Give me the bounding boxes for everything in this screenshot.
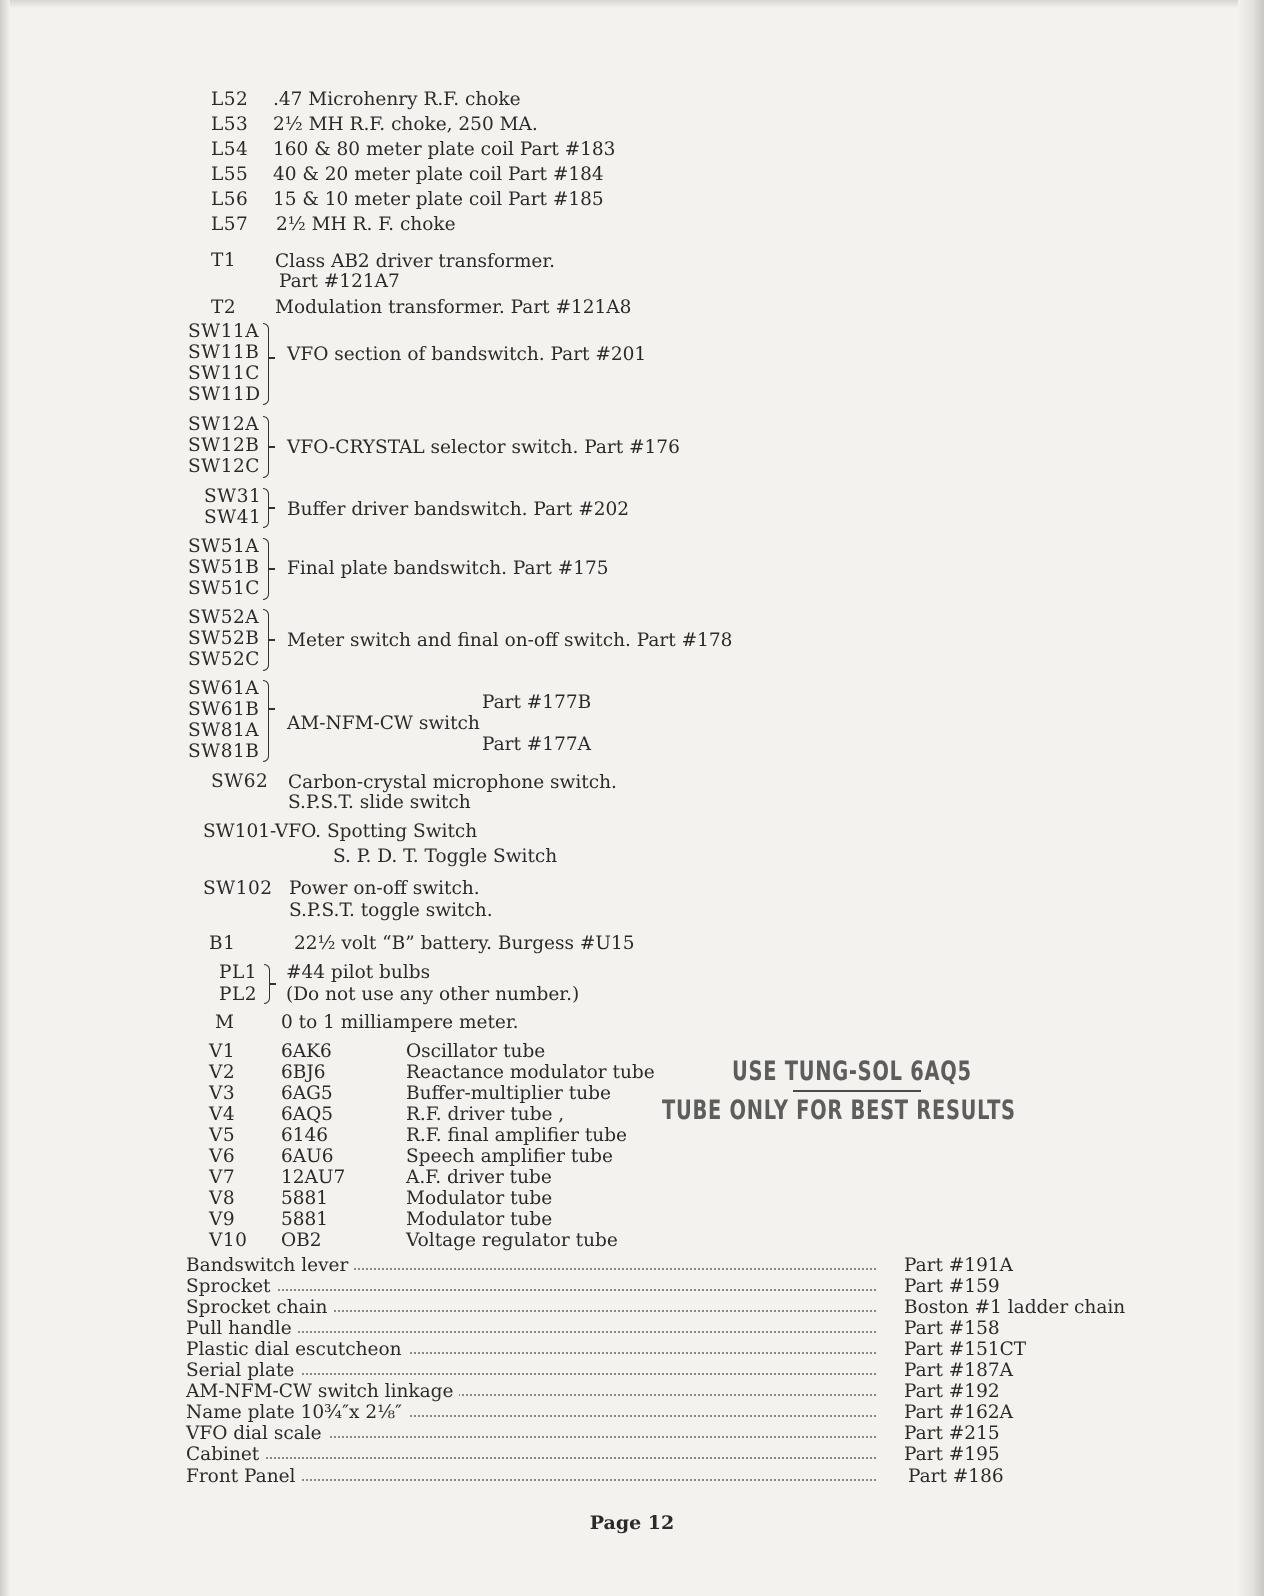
tube-type: 12AU7 [281,1167,346,1188]
switch-id: SW52A [188,607,260,628]
switch-id: SW61B [188,699,260,720]
switch-id: SW81B [188,741,260,762]
tube-id: V2 [209,1062,236,1083]
switch-id: SW11C [188,363,260,384]
switch-id: SW31 [204,486,262,507]
brace-tip [269,357,275,359]
tube-id: V5 [209,1125,236,1146]
part-row [186,1444,1186,1465]
part-name: AM-NFM-CW switch linkage [186,1381,459,1402]
coil-id: L52 [211,89,249,110]
coil-id: L53 [211,114,249,135]
tube-id: V1 [209,1041,236,1062]
pilot-id: PL1 [219,962,258,983]
switch-id: SW12A [188,414,260,435]
tube-type: 6AU6 [281,1146,334,1167]
tube-desc: Modulator tube [406,1209,553,1230]
coil-id: L57 [211,214,249,235]
switch-desc: VFO-CRYSTAL selector switch. Part #176 [287,437,680,458]
page-edge-right [1238,0,1264,1596]
part-number: Part #195 [904,1444,1000,1465]
brace [263,323,269,405]
tube-type: 6BJ6 [281,1062,326,1083]
transformer-id: T1 [211,250,237,271]
coil-id: L56 [211,189,249,210]
brace-tip [269,708,275,710]
part-name: Sprocket [186,1276,276,1297]
switch-desc: VFO section of bandswitch. Part #201 [287,344,647,365]
stamp-line-1: USE TUNG-SOL 6AQ5 [732,1056,972,1087]
part-number: Part #192 [904,1381,1000,1402]
part-row [186,1381,1186,1402]
pilot-desc: #44 pilot bulbs [286,962,431,983]
switch-id: SW52B [188,628,260,649]
switch-desc: S.P.S.T. toggle switch. [289,900,493,921]
switch-id: SW102 [203,878,273,899]
switch-id: SW11A [188,321,260,342]
tube-desc: Reactance modulator tube [406,1062,655,1083]
part-number: Part #191A [904,1255,1013,1276]
part-row [186,1402,1186,1423]
coil-desc: 40 & 20 meter plate coil Part #184 [273,164,604,185]
switch-part: Part #177B [482,692,592,713]
part-name: Front Panel [186,1466,301,1487]
tube-desc: Speech amplifier tube [406,1146,613,1167]
switch-id: SW52C [188,649,260,670]
part-number: Part #159 [904,1276,1000,1297]
tube-id: V9 [209,1209,236,1230]
battery-id: B1 [209,933,236,954]
page-number: Page 12 [589,1512,675,1534]
tube-type: 5881 [281,1209,329,1230]
brace-tip [269,568,275,570]
part-row [186,1297,1186,1318]
part-name: Pull handle [186,1318,298,1339]
tube-desc: Buffer-multiplier tube [406,1083,611,1104]
switch-desc: Power on-off switch. [289,878,480,899]
page-edge-top [0,0,1264,8]
tube-type: OB2 [281,1230,322,1251]
transformer-desc: Modulation transformer. Part #121A8 [275,297,632,318]
switch-id: SW12C [188,456,260,477]
switch-desc: Final plate bandswitch. Part #175 [287,558,609,579]
switch-id: SW51A [188,536,260,557]
part-name: Cabinet [186,1444,265,1465]
brace-tip [269,446,275,448]
pilot-desc: (Do not use any other number.) [286,984,580,1005]
switch-id: SW62 [211,771,269,792]
tube-desc: R.F. driver tube , [406,1104,565,1125]
part-number: Part #187A [904,1360,1013,1381]
switch-id: SW51C [188,578,260,599]
coil-id: L55 [211,164,249,185]
brace-tip [269,507,275,509]
switch-id: SW12B [188,435,260,456]
page-edge-left [0,0,10,1596]
coil-desc: .47 Microhenry R.F. choke [273,89,521,110]
part-number: Part #186 [908,1466,1004,1487]
switch-desc: AM-NFM-CW switch [287,713,480,734]
part-number: Part #158 [904,1318,1000,1339]
pilot-id: PL2 [219,984,258,1005]
part-name: Bandswitch lever [186,1255,354,1276]
part-number: Boston #1 ladder chain [904,1297,1126,1318]
brace-tip [270,983,276,985]
tube-type: 6AK6 [281,1041,332,1062]
tube-desc: R.F. final amplifier tube [406,1125,628,1146]
switch-id: SW41 [204,507,262,528]
part-row [186,1466,1186,1487]
meter-desc: 0 to 1 milliampere meter. [281,1012,519,1033]
coil-id: L54 [211,139,249,160]
tube-id: V7 [209,1167,236,1188]
transformer-desc: Class AB2 driver transformer. [275,251,556,272]
coil-desc: 160 & 80 meter plate coil Part #183 [273,139,616,160]
switch-desc: Buffer driver bandswitch. Part #202 [287,499,630,520]
leader-dots [186,1289,876,1291]
tube-type: 5881 [281,1188,329,1209]
tube-desc: Voltage regulator tube [406,1230,618,1251]
switch-desc: S.P.S.T. slide switch [288,792,471,813]
tube-desc: A.F. driver tube [406,1167,552,1188]
part-row [186,1318,1186,1339]
brace [263,680,269,762]
stamp-line-2: TUBE ONLY FOR BEST RESULTS [662,1095,1016,1126]
tube-id: V3 [209,1083,236,1104]
part-row [186,1360,1186,1381]
part-name: Serial plate [186,1360,300,1381]
part-row [186,1339,1186,1360]
switch-desc: Carbon-crystal microphone switch. [288,772,617,793]
tube-id: V8 [209,1188,236,1209]
coil-desc: 2½ MH R. F. choke [276,214,456,235]
switch-id: SW81A [188,720,260,741]
coil-desc: 15 & 10 meter plate coil Part #185 [273,189,604,210]
transformer-desc: Part #121A7 [279,271,400,292]
part-name: Plastic dial escutcheon [186,1339,408,1360]
switch-id: SW11B [188,342,260,363]
stamp-underline [793,1090,921,1092]
transformer-id: T2 [211,297,237,318]
part-name: Name plate 10¾″x 2⅛″ [186,1402,408,1423]
leader-dots [186,1457,876,1459]
part-name: Sprocket chain [186,1297,333,1318]
switch-id: SW51B [188,557,260,578]
tube-desc: Oscillator tube [406,1041,546,1062]
tube-type: 6AG5 [281,1083,333,1104]
battery-desc: 22½ volt “B” battery. Burgess #U15 [294,933,635,954]
coil-desc: 2½ MH R.F. choke, 250 MA. [273,114,538,135]
switch-part: Part #177A [482,734,591,755]
switch-id: SW61A [188,678,260,699]
meter-id: M [215,1012,235,1033]
part-row [186,1423,1186,1444]
tube-type: 6146 [281,1125,329,1146]
part-name: VFO dial scale [186,1423,328,1444]
part-row [186,1255,1186,1276]
brace-tip [269,639,275,641]
part-number: Part #215 [904,1423,1000,1444]
tube-id: V6 [209,1146,236,1167]
switch-id: SW11D [188,384,261,405]
part-number: Part #162A [904,1402,1013,1423]
tube-type: 6AQ5 [281,1104,334,1125]
switch-desc: Meter switch and final on-off switch. Part #178 [287,630,733,651]
tube-id: V10 [209,1230,248,1251]
switch-desc: SW101-VFO. Spotting Switch [203,821,478,842]
switch-desc: S. P. D. T. Toggle Switch [333,846,558,867]
part-row [186,1276,1186,1297]
tube-id: V4 [209,1104,236,1125]
part-number: Part #151CT [904,1339,1027,1360]
tube-desc: Modulator tube [406,1188,553,1209]
